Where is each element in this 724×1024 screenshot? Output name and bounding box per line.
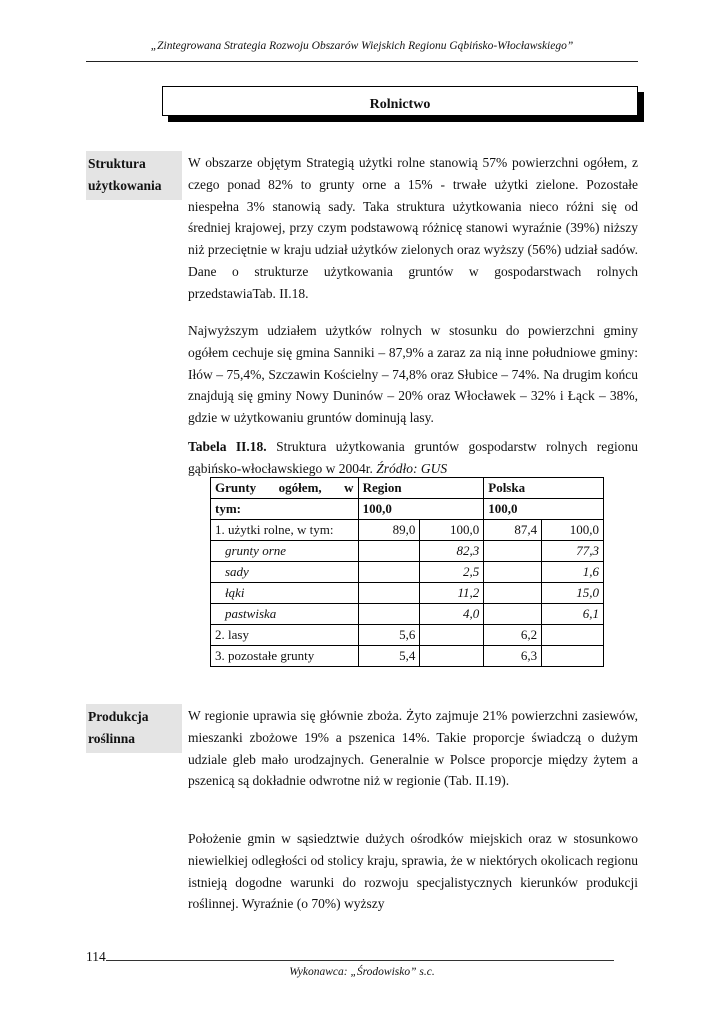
paragraph: W regionie uprawia się głównie zboża. Żyto zajmuje 21% powierzchni zasiewów, mieszanki zbożowe 19% a pszenica 14%. Takie proporcje świadczą o dużym udziale gleb mało urodzajnych. Generalnie w Polsce proporcje między żytem a pszenicą są dokładnie odwrotne niż w regionie (Tab. II.19).: [188, 708, 638, 789]
header-rule: [86, 61, 638, 62]
table-caption-label: Tabela II.18.: [188, 439, 267, 454]
table-header-row: [211, 478, 604, 499]
table-cell: [420, 625, 484, 646]
table-cell: 15,0: [542, 583, 604, 604]
table-cell: 89,0: [358, 520, 420, 541]
table-row: [211, 604, 604, 625]
page-number: 114: [86, 949, 106, 964]
section-title-box: [162, 86, 638, 116]
table-cell: 4,0: [420, 604, 484, 625]
table-row: [211, 583, 604, 604]
table-cell: 6,3: [484, 646, 542, 667]
running-header: „Zintegrowana Strategia Rozwoju Obszarów Wiejskich Regionu Gąbińsko-Włocławskiego”: [150, 40, 574, 52]
table-cell: 11,2: [420, 583, 484, 604]
table-cell: 3. pozostałe grunty: [211, 646, 359, 667]
table-cell: 5,6: [358, 625, 420, 646]
table-cell: łąki: [211, 583, 359, 604]
table-caption: [188, 436, 638, 480]
table-cell: [358, 583, 420, 604]
table-cell: 5,4: [358, 646, 420, 667]
table-cell: [420, 646, 484, 667]
side-label-line: roślinna: [88, 731, 136, 746]
table-header-cell: 100,0: [484, 499, 604, 520]
table-cell: 100,0: [542, 520, 604, 541]
table-cell: 1. użytki rolne, w tym:: [211, 520, 359, 541]
table-row: [211, 562, 604, 583]
table-cell: 87,4: [484, 520, 542, 541]
table-cell: [484, 583, 542, 604]
table-cell: [358, 562, 420, 583]
table-cell: 6,1: [542, 604, 604, 625]
table-header-cell: Grunty ogółem, w: [211, 478, 359, 499]
table-cell: [542, 625, 604, 646]
table-cell: 2. lasy: [211, 625, 359, 646]
side-label-crop-production: [86, 704, 182, 753]
table-caption-source: Źródło: GUS: [376, 460, 448, 476]
table-row: [211, 541, 604, 562]
table-cell: 100,0: [420, 520, 484, 541]
table-cell: 82,3: [420, 541, 484, 562]
side-label-line: Produkcja: [88, 709, 149, 724]
table-cell: [484, 541, 542, 562]
table-cell: [484, 604, 542, 625]
table-row: [211, 625, 604, 646]
table-cell: [542, 646, 604, 667]
side-label-structure: [86, 151, 182, 200]
table-cell: [358, 604, 420, 625]
table-header-cell: 100,0: [358, 499, 484, 520]
table-row: [211, 520, 604, 541]
table-cell: grunty orne: [211, 541, 359, 562]
table-cell: [484, 562, 542, 583]
land-use-table: [210, 477, 604, 667]
side-label-line: Struktura: [88, 156, 146, 171]
table-cell: 1,6: [542, 562, 604, 583]
section-title: Rolnictwo: [369, 97, 431, 112]
table-cell: 2,5: [420, 562, 484, 583]
table-header-cell: tym:: [211, 499, 359, 520]
paragraph: W obszarze objętym Strategią użytki rolne stanowią 57% powierzchni ogółem, z czego ponad 82% to grunty orne a 15% - trwałe użytki zielone. Pozostałe niespełna 3% stanowią sady. Taka struktura użytkowania nieco różni się od średniej krajowej, przy czym podstawową różnicę stanowi wyraźnie (39%) niższy niż przeciętnie w kraju udział użytków zielonych oraz wyższy (56%) udział sadów. Dane o strukturze użytkowania gruntów w gospodarstwach rolnych przedstawiaTab. II.18.: [188, 155, 638, 301]
side-label-line: użytkowania: [88, 178, 162, 193]
table-header-row: [211, 499, 604, 520]
footer-rule: [106, 960, 614, 961]
table-header-cell: Region: [358, 478, 484, 499]
table-caption-text: Struktura użytkowania gruntów gospodarstw rolnych regionu gąbińsko-włocławskiego w 2004r.: [188, 439, 638, 476]
table-cell: 6,2: [484, 625, 542, 646]
table-cell: [358, 541, 420, 562]
table-row: [211, 646, 604, 667]
table-cell: sady: [211, 562, 359, 583]
table-cell: 77,3: [542, 541, 604, 562]
table-header-cell: Polska: [484, 478, 604, 499]
paragraph: Położenie gmin w sąsiedztwie dużych ośrodków miejskich oraz w stosunkowo niewielkiej odległości od stolicy kraju, sprawia, że w niektórych okolicach regionu istnieją dogodne warunki do rozwoju specjalistycznych kierunków produkcji roślinnej. Wyraźnie (o 70%) wyższy: [188, 831, 638, 912]
running-footer: Wykonawca: „Środowisko” s.c.: [289, 966, 435, 978]
paragraph: Najwyższym udziałem użytków rolnych w stosunku do powierzchni gminy ogółem cechuje się gmina Sanniki – 87,9% a zaraz za nią inne południowe gminy: Iłów – 75,4%, Szczawin Kościelny – 74,8% oraz Słubice – 74%. Na drugim końcu znajdują się gminy Nowy Duninów – 20% oraz Włocławek – 32% i Łąck – 38%, gdzie w użytkowaniu gruntów dominują lasy.: [188, 323, 638, 426]
table-cell: pastwiska: [211, 604, 359, 625]
